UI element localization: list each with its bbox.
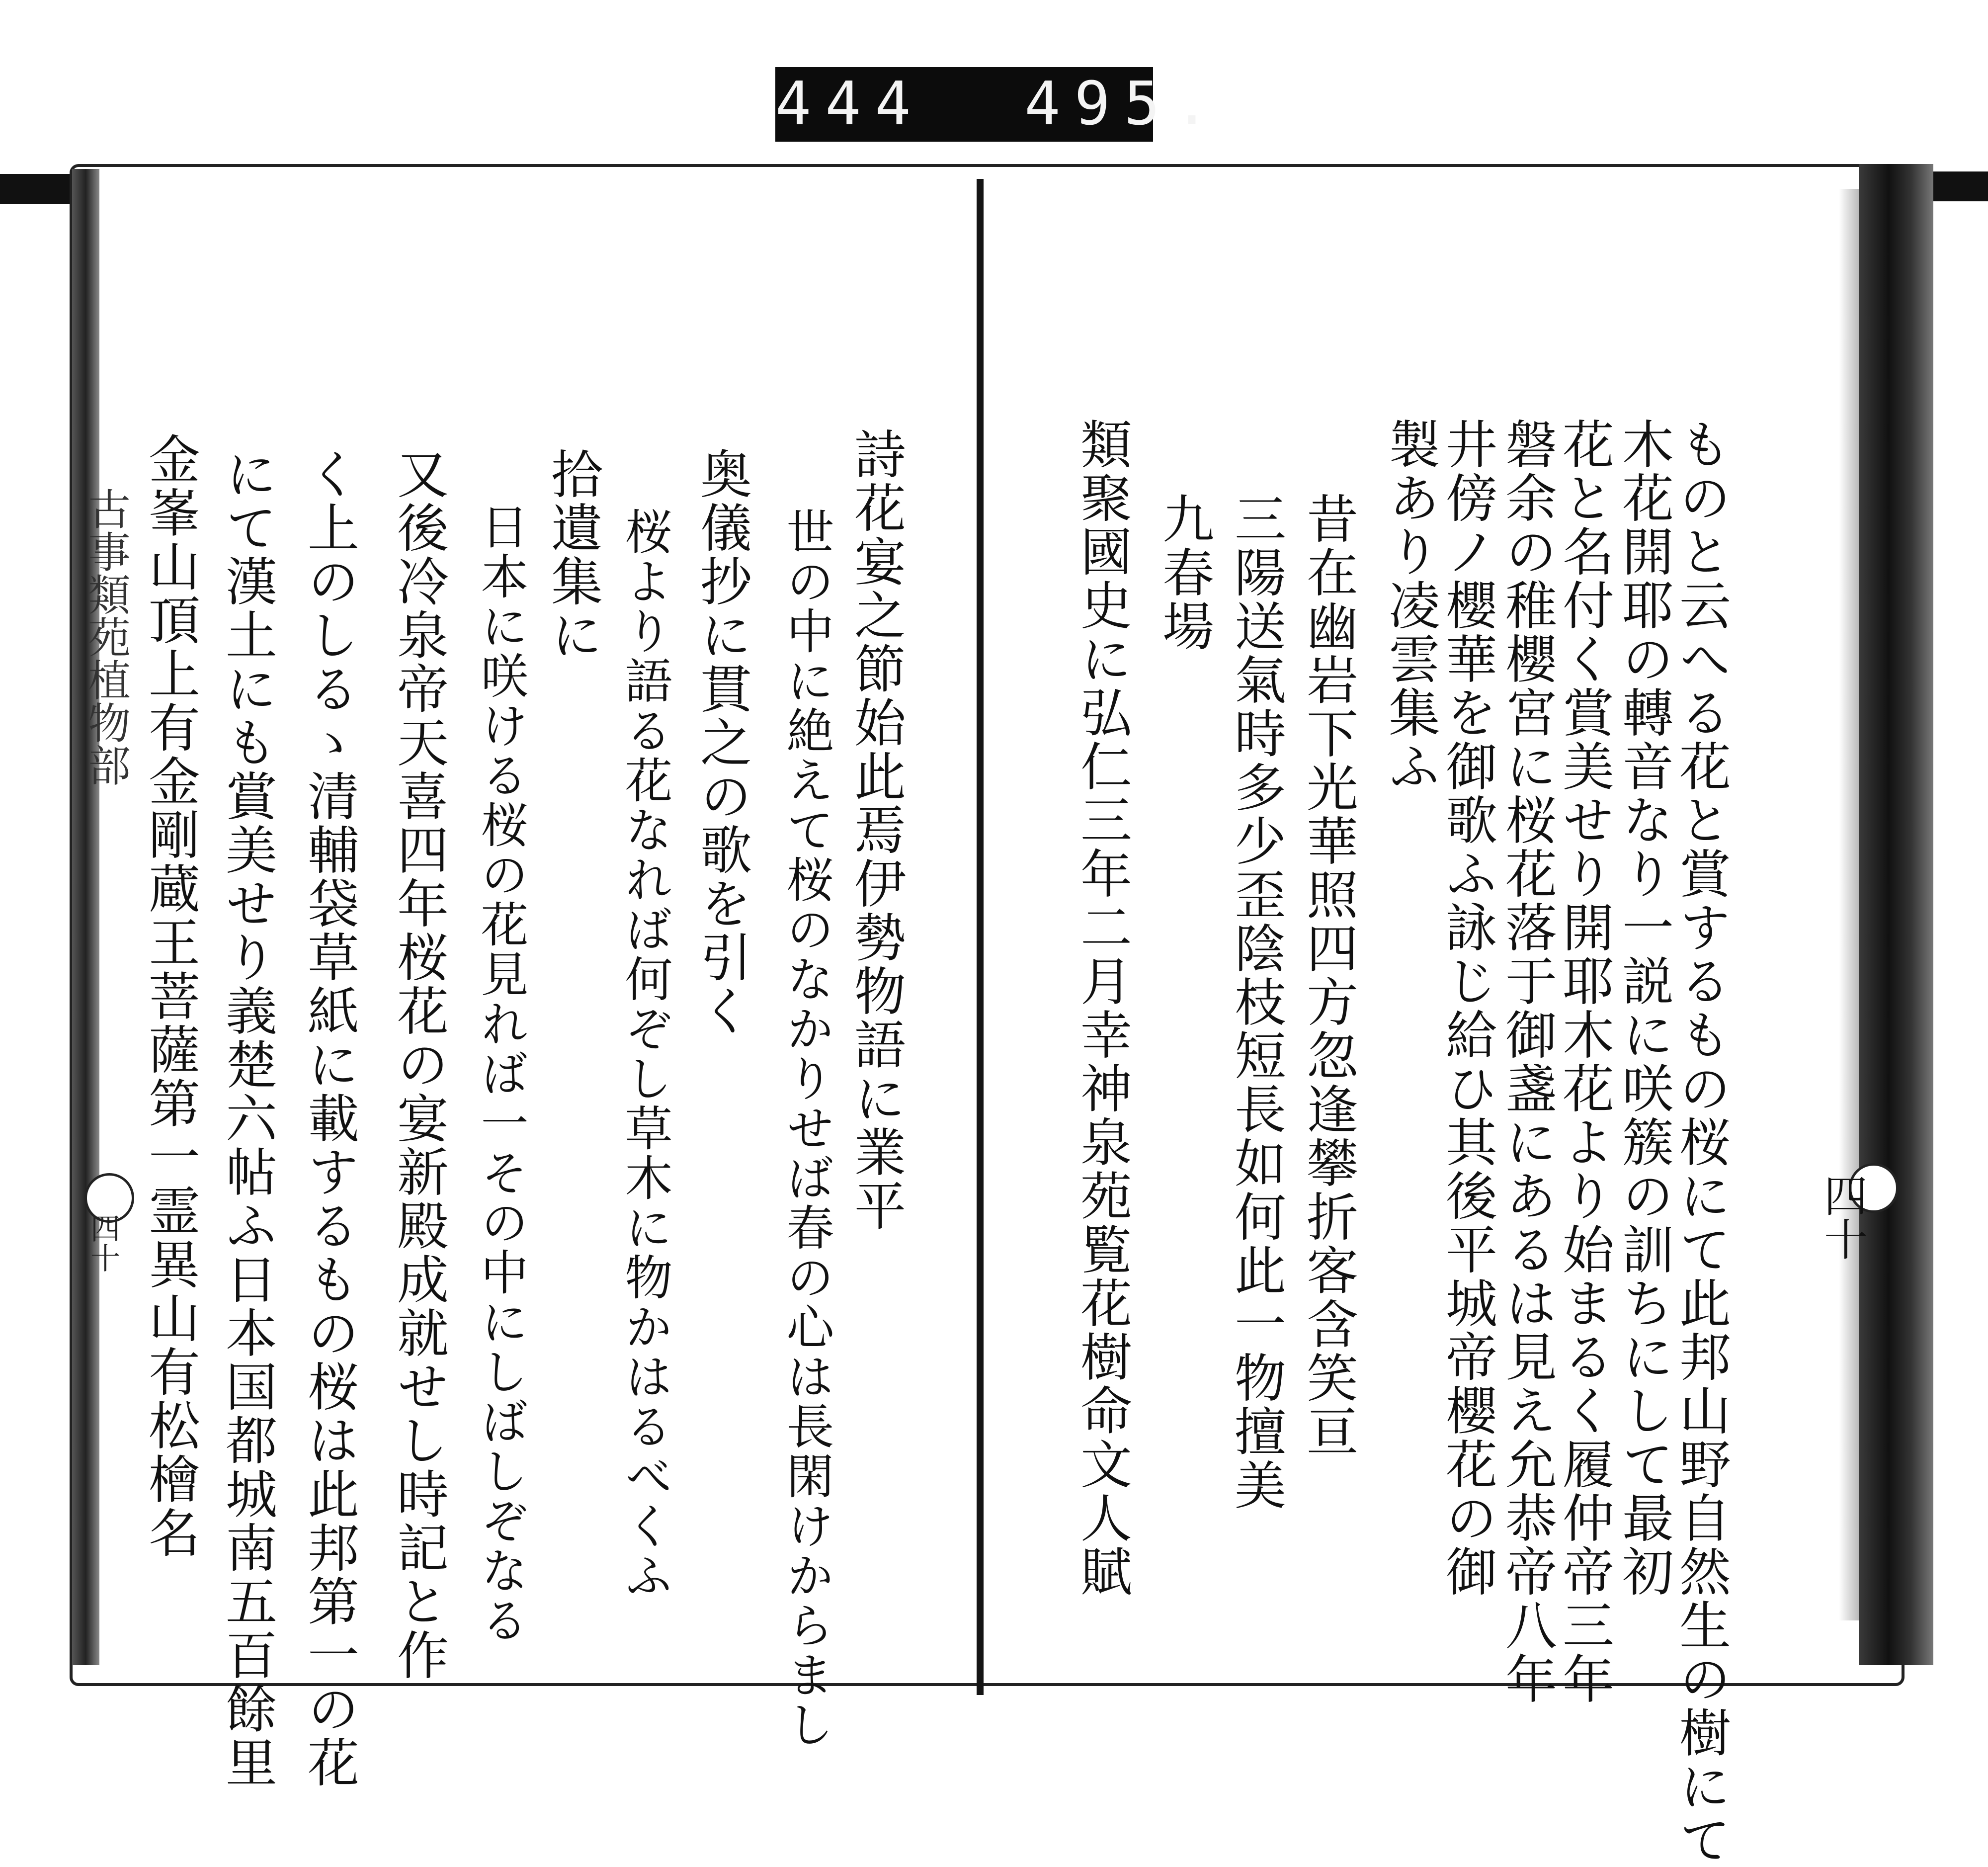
left-col-3: 奥儀抄に貫之の歌を引く <box>691 447 752 1038</box>
right-col-4: 磐余の稚櫻宮に桜花落于御盞にあるは見え允恭帝八年 <box>1496 418 1557 1706</box>
right-folio: 四十 <box>1817 1173 1868 1261</box>
book-gutter <box>977 179 984 1695</box>
right-col-6: 製あり凌雲集ふ <box>1380 418 1440 793</box>
book-page-stack-right <box>1859 164 1933 1665</box>
page-edge-shadow <box>1839 189 1859 1620</box>
left-margin-title: 古事類苑植物部 <box>81 487 130 786</box>
right-col-8: 三陽送氣時多少歪陰枝短長如何此一物擅美 <box>1226 492 1286 1512</box>
left-col-6: 日本に咲ける桜の花見れば一その中にしばしぞなる <box>473 502 529 1645</box>
left-col-10: 金峯山頂上有金剛蔵王菩薩第一霊異山有松檜名 <box>140 432 200 1560</box>
left-folio: 四十 <box>85 1213 120 1273</box>
left-col-7: 又後冷泉帝天喜四年桜花の宴新殿成就せし時記と作 <box>388 447 449 1682</box>
right-col-7: 昔在幽岩下光華照四方忽逢攀折客含笑亘 <box>1298 492 1358 1458</box>
left-col-4: 桜より語る花なれば何ぞし草木に物かはるべくふ <box>617 507 673 1601</box>
right-col-9: 九春場 <box>1154 492 1214 653</box>
left-col-1: 詩花宴之節始此焉伊勢物語に業平 <box>845 427 906 1233</box>
right-col-10: 類聚國史に弘仁三年二月幸神泉苑覧花樹命文人賦 <box>1072 418 1132 1599</box>
left-col-5: 拾遺集に <box>542 447 603 662</box>
left-col-2: 世の中に絶えて桜のなかりせば春の心は長閑けからまし <box>779 507 834 1750</box>
right-col-5: 井傍ノ櫻華を御歌ふ詠じ給ひ其後平城帝櫻花の御 <box>1437 418 1497 1599</box>
left-col-8: く上のしるゝ清輔袋草紙に載するもの桜は此邦第一の花 <box>299 447 359 1789</box>
right-col-3: 花と名付く賞美せり開耶木花より始まるく履仲帝三年 <box>1554 418 1614 1706</box>
left-col-9: にて漢土にも賞美せり義楚六帖ふ日本国都城南五百餘里 <box>217 447 277 1789</box>
archive-number-label: 444 495. <box>775 67 1153 142</box>
right-col-1: ものと云へる花と賞するもの桜にて此邦山野自然生の樹にて <box>1670 418 1731 1867</box>
right-col-2: 木花開耶の轉音なり一説に咲簇の訓ちにして最初 <box>1613 418 1674 1599</box>
